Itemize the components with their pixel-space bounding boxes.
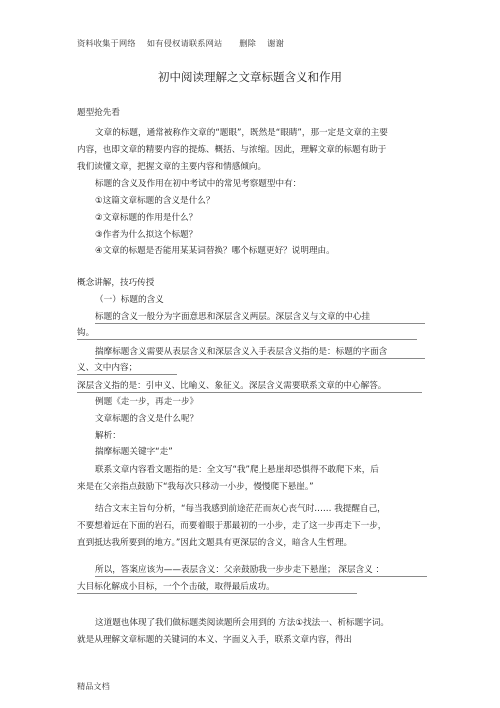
paragraph-line: 直到抵达我所要到的地方。”因此文题具有更深层的含义，暗含人生哲理。: [77, 538, 353, 548]
answer-line: 大目标化解成小目标，一个个击破，取得最后成功。: [77, 582, 275, 592]
document-title: 初中阅读理解之文章标题含义和作用: [158, 70, 342, 84]
section-heading: 概念讲解，技巧传授: [77, 278, 155, 288]
answer-line: 所以，答案应该为——表层含义：父亲鼓励我一步步走下悬崖； 深层含义 ：: [95, 565, 385, 575]
underline-rule: [95, 576, 427, 577]
paragraph-line: 钩。: [77, 328, 95, 338]
example-question: 文章标题的含义是什么呢？: [95, 414, 199, 424]
paragraph-line: 我们读懂文章，把握文章的主要内容和情感倾向。: [77, 162, 267, 172]
question-item: ④文章的标题是否能用某某词替换？哪个标题更好？说明理由。: [95, 246, 335, 256]
underline-rule: [77, 593, 357, 594]
underline-rule: [77, 392, 422, 393]
paragraph-line: 揣摩标题含义需要从表层含义和深层含义入手表层含义指的是：标题的字面含: [95, 347, 388, 357]
header-note: 资料收集于网络 如有侵权请联系网站 删除 谢谢: [77, 38, 284, 48]
section-heading: 题型抢先看: [77, 108, 120, 118]
analysis-label: 解析：: [95, 431, 121, 441]
question-item: ①这篇文章标题的含义是什么？: [95, 196, 215, 206]
underline-rule: [77, 339, 417, 340]
paragraph-line: 标题的含义及作用在初中考试中的常见考察题型中有：: [95, 179, 302, 189]
paragraph-line: 结合文末主旨句分析，“每当我感到前途茫茫而灰心丧气时…… 我提醒自己，: [95, 504, 386, 514]
paragraph-line: 不要想着远在下面的岩石，而要着眼于那最初的一小步，走了这一步再走下一步，: [77, 521, 387, 531]
question-item: ③作者为什么拟这个标题？: [95, 230, 198, 240]
paragraph-line: 来是在父亲指点鼓励下“我每次只移动一小步，慢慢爬下悬崖。”: [77, 482, 314, 492]
footer-note: 精品文档: [77, 681, 110, 691]
paragraph-line: 揣摩标题关键字“走”: [95, 447, 173, 457]
underline-rule: [95, 323, 425, 324]
paragraph-line: 深层含义指的是：引申义、比喻义、象征义。深层含义需要联系文章的中心解答。: [77, 381, 387, 391]
paragraph-line: 文章的标题，通常被称作文章的“题眼”，既然是“眼睛”，那一定是文章的主要: [95, 128, 388, 138]
paragraph-line: 就是从理解文章标题的关键词的本义、字面义入手，联系文章内容，得出: [77, 635, 353, 645]
paragraph-line: 内容，也即文章的精要内容的提炼、概括、与浓缩。因此，理解文章的标题有助于: [77, 145, 387, 155]
question-item: ②文章标题的作用是什么？: [95, 213, 198, 223]
underline-rule: [77, 374, 177, 375]
paragraph-line: 联系文章内容看文题指的是：全文写“我”爬上悬崖却恐惧得不敢爬下来，后: [95, 465, 379, 475]
paragraph-line: 标题的含义一般分为字面意思和深层含义两层。深层含义与文章的中心挂: [95, 312, 371, 322]
example-title: 例题《走一步，再走一步》: [95, 397, 199, 407]
paragraph-line: 这道题也体现了我们做标题类阅读题所会用到的 方法①找法一、析标题字词。: [95, 618, 390, 628]
underline-rule: [95, 358, 425, 359]
paragraph-line: 义、文中内容；: [77, 363, 138, 373]
subsection-heading: （一）标题的含义: [95, 295, 164, 305]
